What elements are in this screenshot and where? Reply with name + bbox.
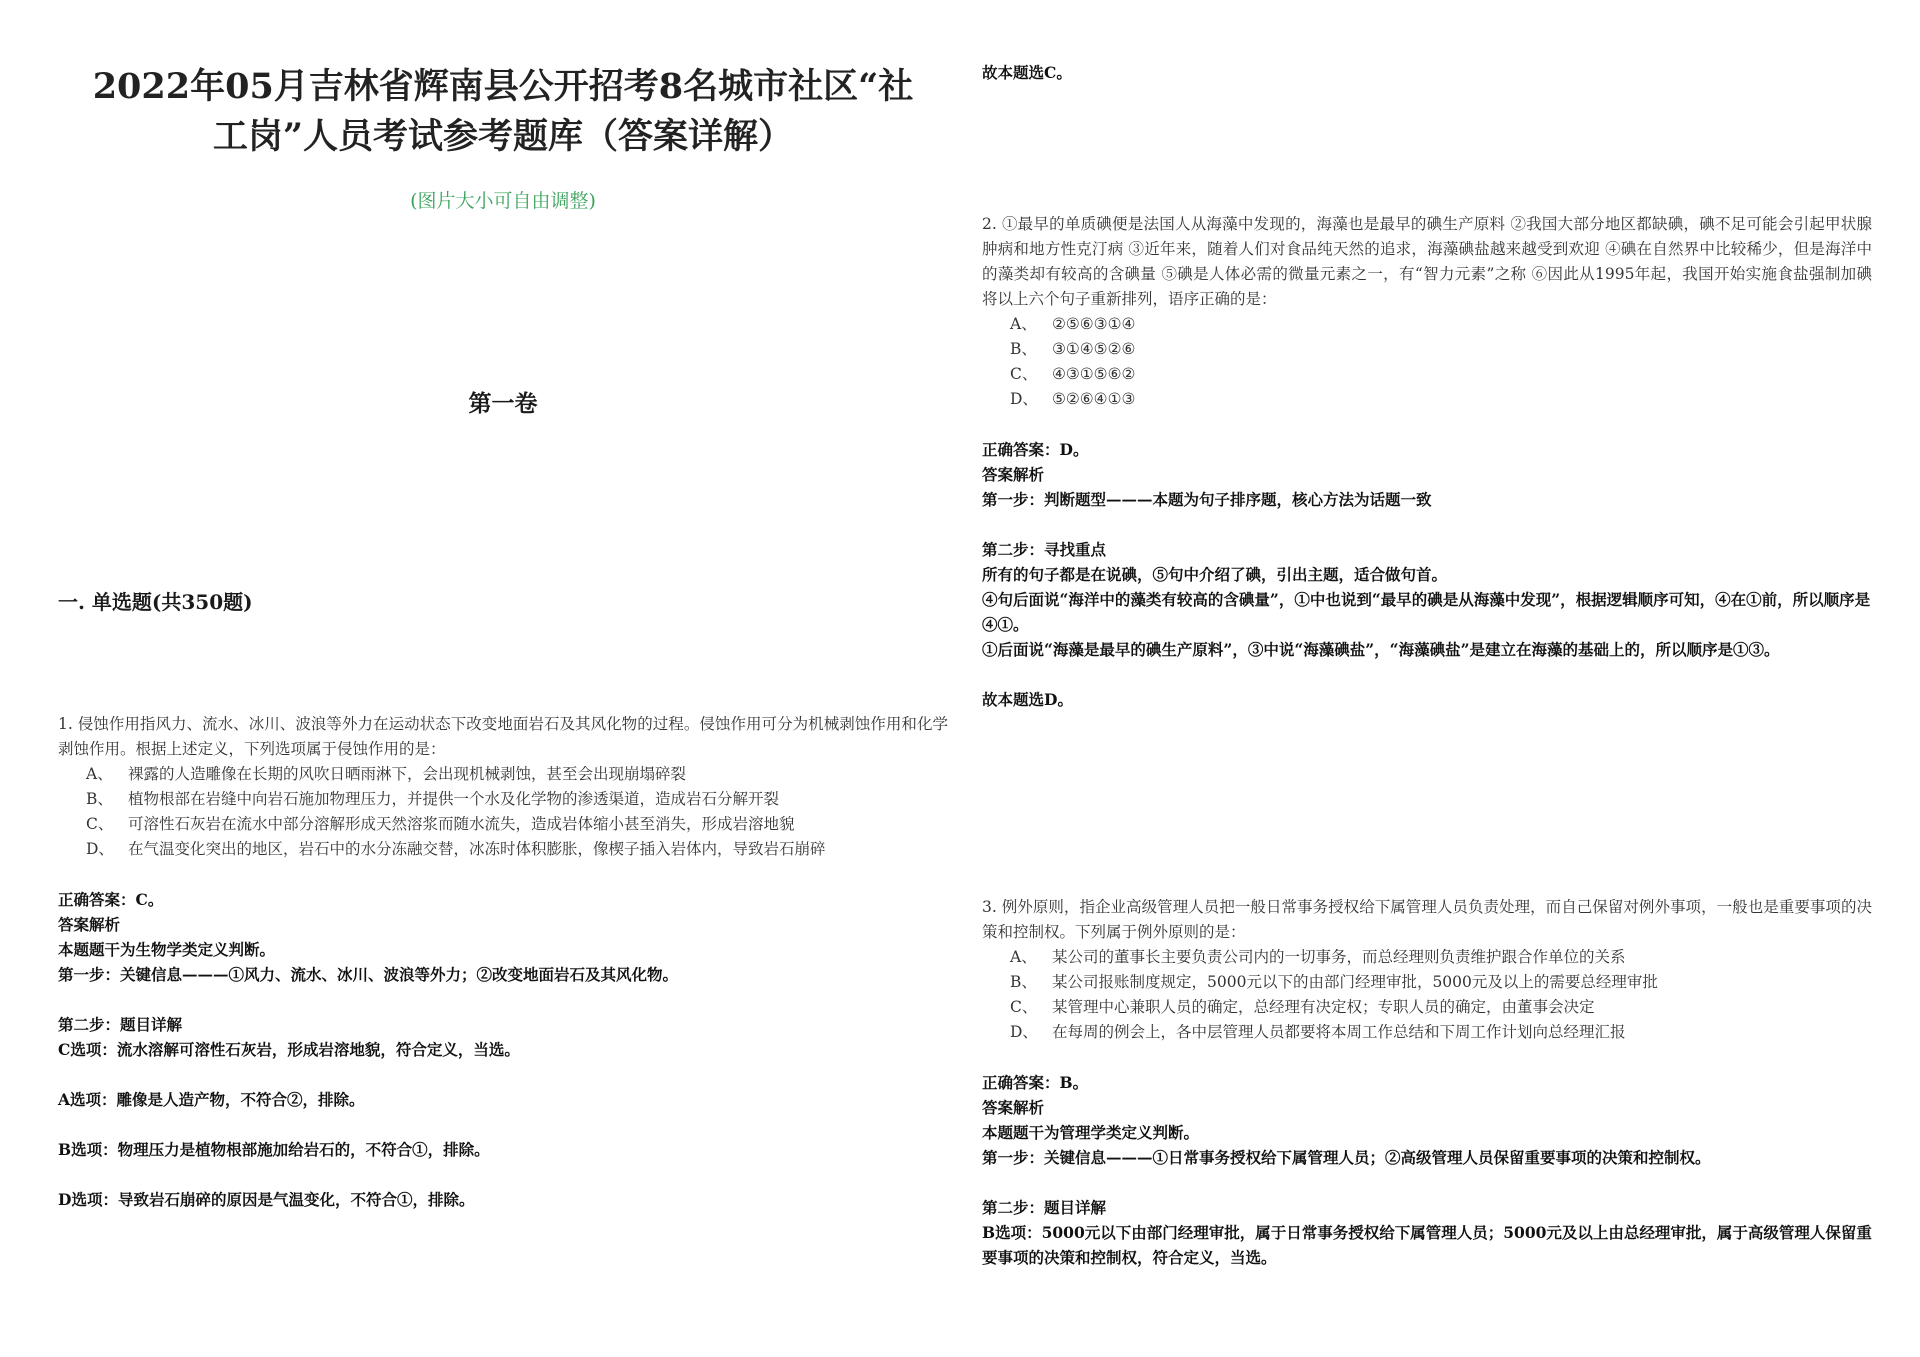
question-3: [982, 895, 1872, 1270]
explain-option-b: B选项：物理压力是植物根部施加给岩石的，不符合①，排除。: [58, 1140, 490, 1159]
explain-step-2: 第二步：寻找重点: [982, 540, 1107, 559]
explain-step-2: 第二步：题目详解: [58, 1015, 183, 1034]
subtitle: (图片大小可自由调整): [410, 190, 596, 212]
option-b: B、 植物根部在岩缝中向岩石施加物理压力，并提供一个水及化学物的渗透渠道，造成岩石分解开裂: [86, 790, 780, 808]
explain-title: 答案解析: [58, 915, 121, 934]
question-1-conclusion: [982, 60, 1872, 85]
question-2: [982, 212, 1872, 712]
explain-step-1: 第一步：关键信息———①日常事务授权给下属管理人员；②高级管理人员保留重要事项的决策和控制权。: [982, 1148, 1711, 1167]
option-d: D、 在每周的例会上，各中层管理人员都要将本周工作总结和下周工作计划向总经理汇报: [1010, 1023, 1626, 1041]
explain-paragraph-1: 所有的句子都是在说碘，⑤句中介绍了碘，引出主题，适合做句首。: [982, 565, 1448, 584]
explain-option-a: A选项：雕像是人造产物，不符合②，排除。: [58, 1090, 365, 1109]
option-a: A、 ②⑤⑥③①④: [1010, 315, 1136, 333]
explain-step-2: 第二步：题目详解: [982, 1198, 1107, 1217]
volume-heading: 第一卷: [468, 390, 538, 417]
explain-option-b: B选项：5000元以下由部门经理审批，属于日常事务授权给下属管理人员；5000元及以上由总经理审批，属于高级管理人保留重要事项的决策和控制权，符合定义，当选。: [982, 1223, 1872, 1267]
option-d: D、 ⑤②⑥④①③: [1010, 390, 1136, 408]
explain-step-1: 第一步：关键信息———①风力、流水、冰川、波浪等外力；②改变地面岩石及其风化物。: [58, 965, 679, 984]
correct-answer: 正确答案：C。: [58, 890, 164, 909]
explain-option-c: C选项：流水溶解可溶性石灰岩，形成岩溶地貌，符合定义，当选。: [58, 1040, 520, 1059]
explain-option-d: D选项：导致岩石崩碎的原因是气温变化，不符合①，排除。: [58, 1190, 475, 1209]
title-line-1: 2022年05月吉林省辉南县公开招考8名城市社区“社: [92, 66, 914, 107]
question-stem: 1. 侵蚀作用指风力、流水、冰川、波浪等外力在运动状态下改变地面岩石及其风化物的过程。侵蚀作用可分为机械剥蚀作用和化学剥蚀作用。根据上述定义，下列选项属于侵蚀作用的是：: [58, 715, 948, 758]
explain-intro: 本题题干为管理学类定义判断。: [982, 1123, 1200, 1142]
option-a: A、 某公司的董事长主要负责公司内的一切事务，而总经理则负责维护跟合作单位的关系: [1010, 948, 1626, 966]
title-line-2: 工岗”人员考试参考题库（答案详解）: [212, 116, 794, 157]
question-1: [58, 712, 948, 1212]
option-c: C、 某管理中心兼职人员的确定，总经理有决定权；专职人员的确定，由董事会决定: [1010, 998, 1595, 1016]
explain-title: 答案解析: [982, 465, 1045, 484]
page-title: [58, 62, 948, 162]
explain-intro: 本题题干为生物学类定义判断。: [58, 940, 276, 959]
explain-step-1: 第一步：判断题型———本题为句子排序题，核心方法为话题一致: [982, 490, 1432, 509]
correct-answer: 正确答案：B。: [982, 1073, 1089, 1092]
option-a: A、 裸露的人造雕像在长期的风吹日晒雨淋下，会出现机械剥蚀，甚至会出现崩塌碎裂: [86, 765, 687, 783]
option-d: D、 在气温变化突出的地区，岩石中的水分冻融交替，冰冻时体积膨胀，像楔子插入岩体内，导致岩石崩碎: [86, 840, 826, 858]
explain-title: 答案解析: [982, 1098, 1045, 1117]
option-b: B、 某公司报账制度规定，5000元以下的由部门经理审批，5000元及以上的需要总经理审批: [1010, 973, 1658, 991]
question-stem: 2. ①最早的单质碘便是法国人从海藻中发现的，海藻也是最早的碘生产原料 ②我国大部分地区都缺碘，碘不足可能会引起甲状腺肿病和地方性克汀病 ③近年来，随着人们对食品纯天然的追求，海藻碘盐越来越受到欢迎 ④碘在自然界中比较稀少，但是海洋中的藻类却有较高的含碘量 ⑤碘是人体必需的微量元素之一，有“智力元素”之称 ⑥因此从1995年起，我国开始实施食盐强制加碘 将以上六个句子重新排列，语序正确的是：: [982, 215, 1872, 308]
option-b: B、 ③①④⑤②⑥: [1010, 340, 1136, 358]
section-heading: 一. 单选题(共350题): [58, 590, 253, 614]
explain-paragraph-2: ④句后面说“海洋中的藻类有较高的含碘量”，①中也说到“最早的碘是从海藻中发现”，根据逻辑顺序可知，④在①前，所以顺序是④①。: [982, 590, 1871, 634]
question-stem: 3. 例外原则，指企业高级管理人员把一般日常事务授权给下属管理人员负责处理，而自己保留对例外事项，一般也是重要事项的决策和控制权。下列属于例外原则的是：: [982, 898, 1872, 941]
option-c: C、 可溶性石灰岩在流水中部分溶解形成天然溶浆而随水流失，造成岩体缩小甚至消失，形成岩溶地貌: [86, 815, 795, 833]
q2-final-answer: 故本题选D。: [982, 690, 1073, 709]
correct-answer: 正确答案：D。: [982, 440, 1089, 459]
option-c: C、 ④③①⑤⑥②: [1010, 365, 1136, 383]
explain-paragraph-3: ①后面说“海藻是最早的碘生产原料”，③中说“海藻碘盐”，“海藻碘盐”是建立在海藻的基础上的，所以顺序是①③。: [982, 640, 1780, 659]
q1-final-answer: 故本题选C。: [982, 63, 1072, 82]
